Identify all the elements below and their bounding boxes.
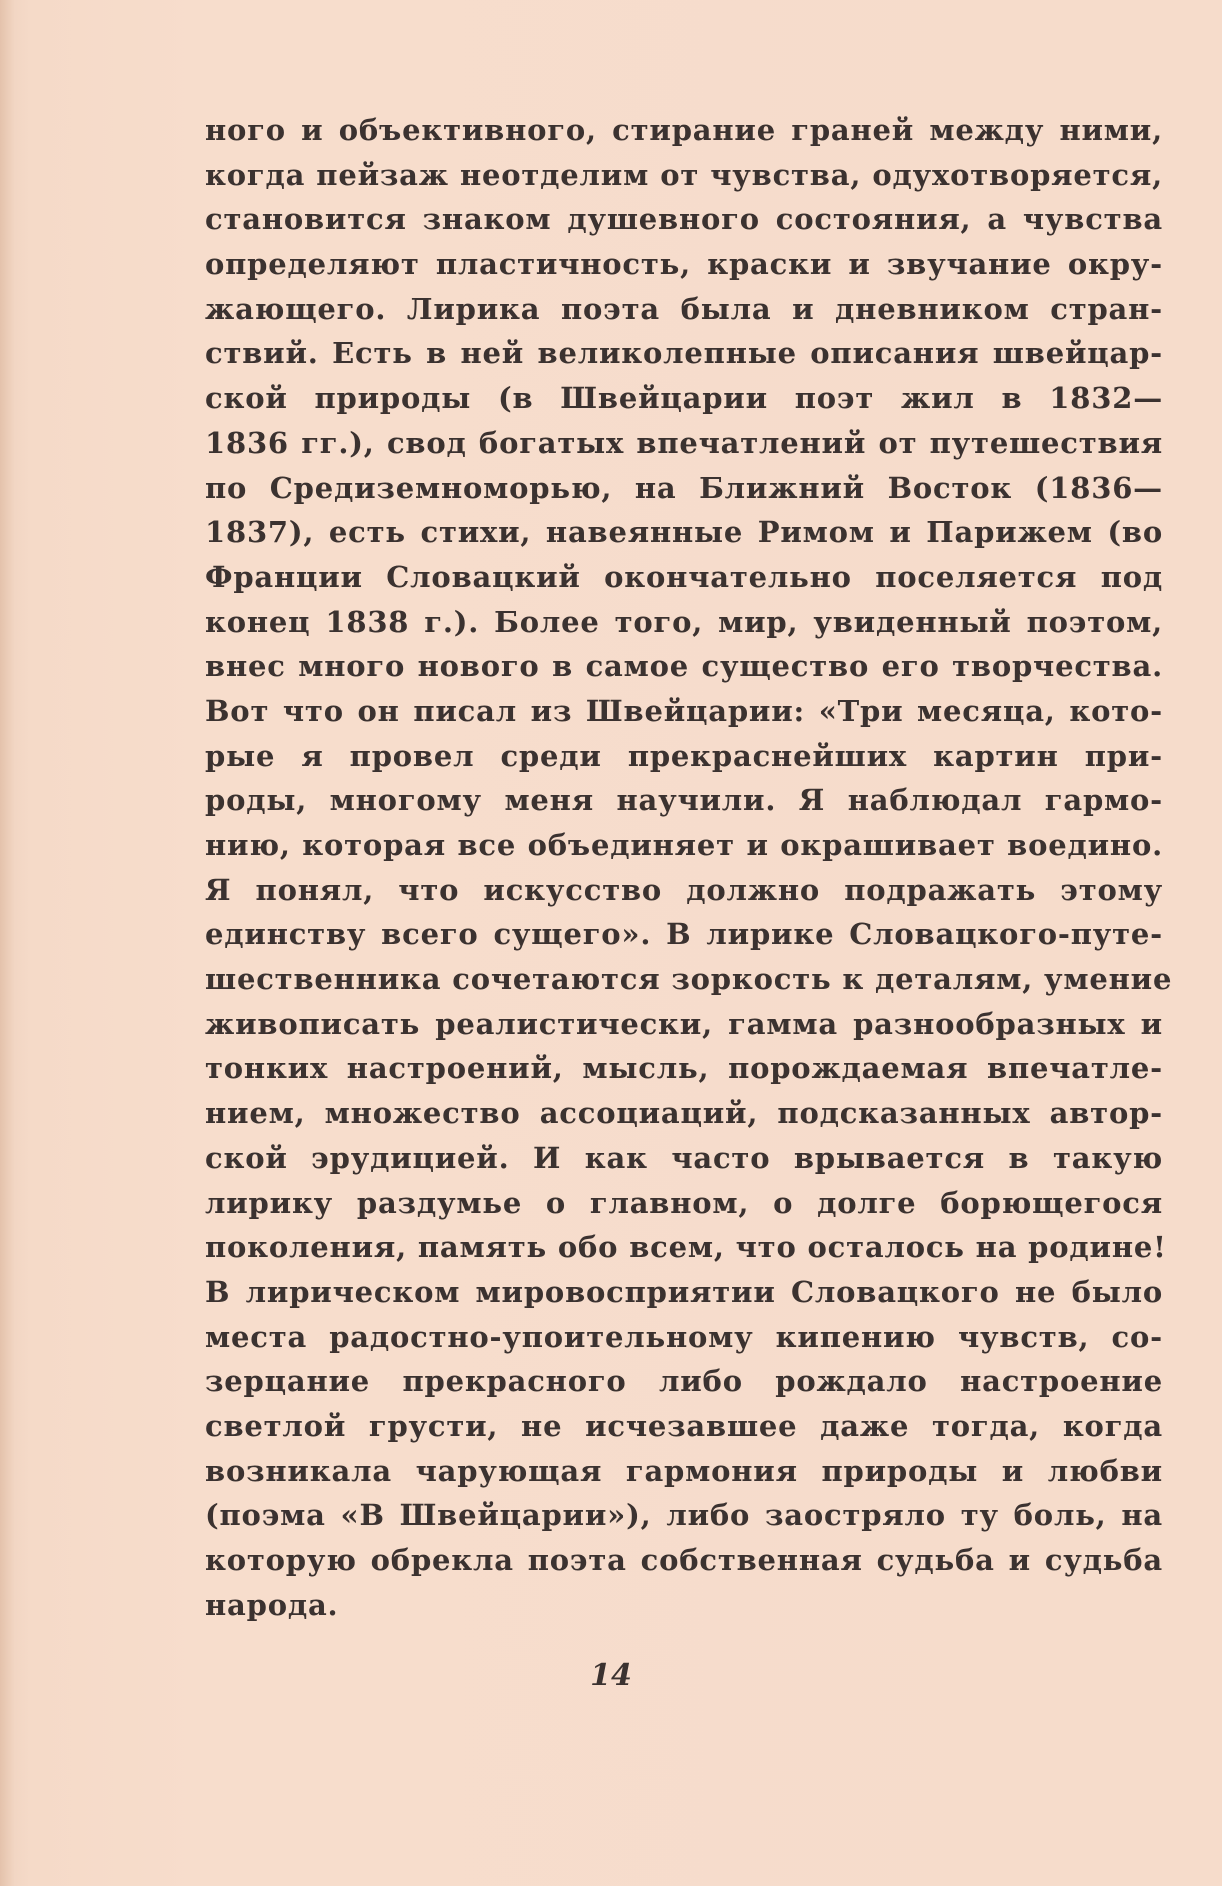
text-line: живописать реалистически, гамма разнообразных и [205, 1006, 1163, 1041]
body-text [205, 108, 1173, 1627]
text-line: рые я провел среди прекраснейших картин при- [205, 738, 1163, 773]
text-line: поколения, память обо всем, что осталось на родине! [205, 1230, 1167, 1265]
text-line: нию, которая все объединяет и окрашивает воедино. [205, 828, 1163, 862]
text-line: светлой грусти, не исчезавшее даже тогда, когда [205, 1408, 1163, 1443]
text-line: 1837), есть стихи, навеянные Римом и Парижем (во [205, 515, 1163, 550]
text-line: места радостно-упоительному кипению чувств, со- [205, 1319, 1163, 1354]
text-line: лирику раздумье о главном, о долге борющегося [205, 1185, 1163, 1220]
text-line: ской природы (в Швейцарии поэт жил в 1832— [205, 381, 1163, 416]
text-line: (поэма «В Швейцарии»), либо заостряло ту боль, на [205, 1498, 1163, 1533]
text-line: внес много нового в самое существо его творчества. [205, 649, 1163, 684]
text-line: нием, множество ассоциаций, подсказанных автор- [205, 1096, 1163, 1131]
text-line: ствий. Есть в ней великолепные описания швейцар- [205, 336, 1163, 371]
text-line: единству всего сущего». В лирике Словацкого-путе- [205, 917, 1163, 952]
text-line: ного и объективного, стирание граней между ними, [205, 113, 1163, 147]
text-line: В лирическом мировосприятии Словацкого не было [205, 1274, 1163, 1309]
text-line: по Средиземноморью, на Ближний Восток (1836— [205, 470, 1163, 505]
text-line: когда пейзаж неотделим от чувства, одухотворяется, [205, 157, 1163, 192]
text-line: становится знаком душевного состояния, а чувства [205, 202, 1163, 237]
text-line: возникала чарующая гармония природы и любви [205, 1453, 1163, 1488]
text-line: которую обрекла поэта собственная судьба и судьба [205, 1543, 1163, 1577]
text-line: конец 1838 г.). Более того, мир, увиденный поэтом, [205, 604, 1163, 639]
text-line-last: народа. [205, 1587, 339, 1622]
text-line: Франции Словацкий окончательно поселяется под [205, 559, 1163, 594]
text-line: тонких настроений, мысль, порождаемая впечатле- [205, 1051, 1163, 1086]
page-spine-edge [0, 0, 14, 1886]
text-line: шественника сочетаются зоркость к деталям, умение [205, 962, 1173, 997]
page-number: 14 [590, 1658, 632, 1693]
text-line: определяют пластичность, краски и звучание окру- [205, 247, 1163, 282]
text-line: Я понял, что искусство должно подражать этому [205, 872, 1163, 907]
text-line: 1836 гг.), свод богатых впечатлений от путешествия [205, 425, 1163, 460]
text-line: ской эрудицией. И как часто врывается в такую [205, 1140, 1163, 1175]
text-line: зерцание прекрасного либо рождало настроение [205, 1364, 1163, 1399]
text-line: роды, многому меня научили. Я наблюдал гармо- [205, 783, 1163, 818]
text-line: жающего. Лирика поэта была и дневником стран- [205, 291, 1163, 326]
text-line: Вот что он писал из Швейцарии: «Три месяца, кото- [205, 693, 1163, 728]
